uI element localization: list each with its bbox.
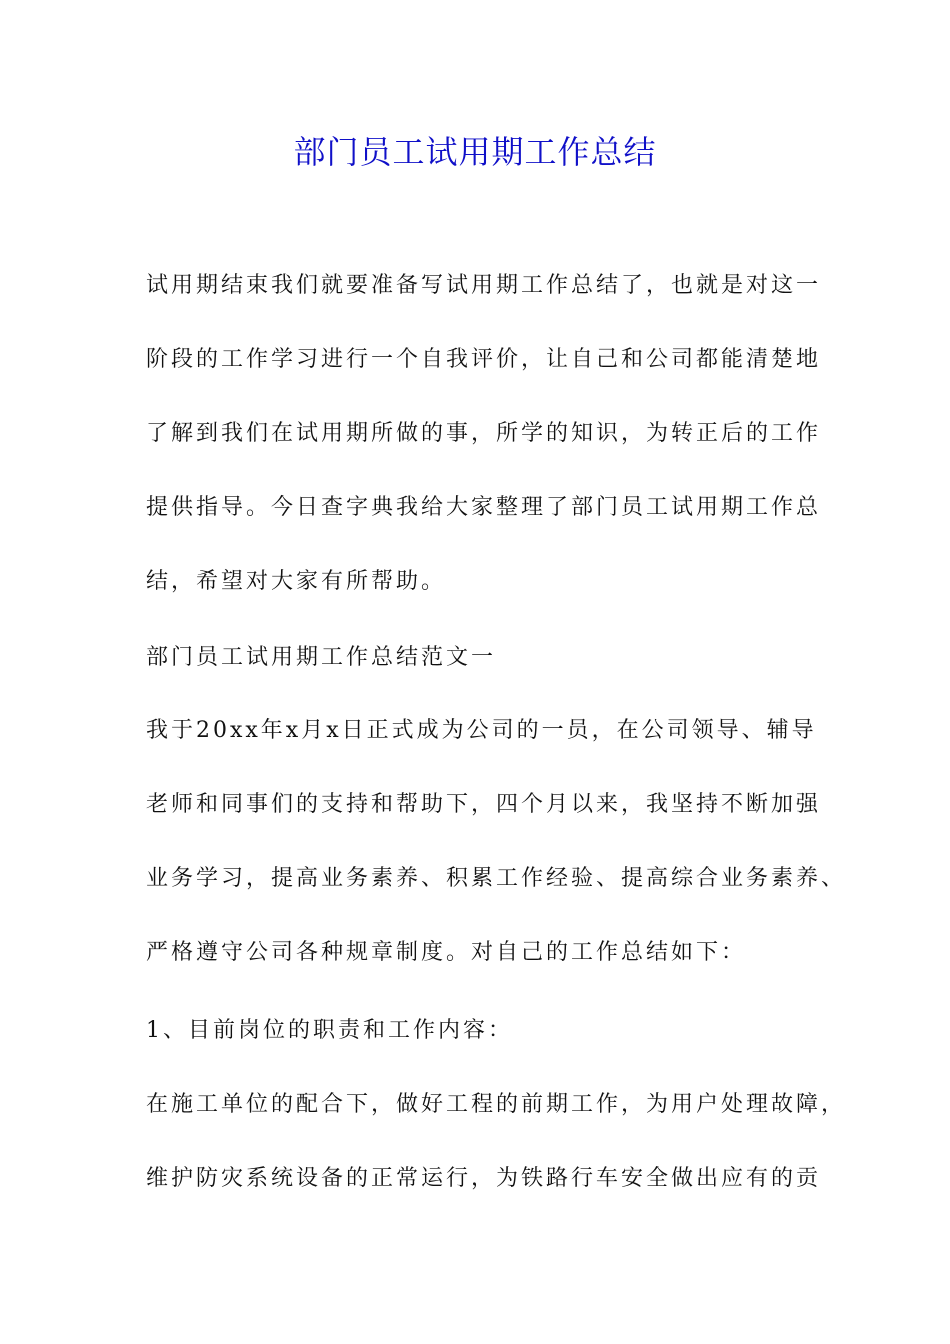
paragraph-line: 严格遵守公司各种规章制度。对自己的工作总结如下： xyxy=(146,940,747,965)
paragraph-line: 老师和同事们的支持和帮助下，四个月以来，我坚持不断加强 xyxy=(146,792,822,817)
paragraph-line: 在施工单位的配合下，做好工程的前期工作，为用户处理故障， xyxy=(146,1092,847,1117)
paragraph-line: 业务学习，提高业务素养、积累工作经验、提高综合业务素养、 xyxy=(146,866,847,891)
paragraph-line: 结，希望对大家有所帮助。 xyxy=(146,569,447,594)
paragraph-line: 了解到我们在试用期所做的事，所学的知识，为转正后的工作 xyxy=(146,421,822,446)
paragraph-line: 阶段的工作学习进行一个自我评价，让自己和公司都能清楚地 xyxy=(146,347,822,372)
paragraph-line: 我于20xx年x月x日正式成为公司的一员，在公司领导、辅导 xyxy=(146,718,817,743)
document-title: 部门员工试用期工作总结 xyxy=(293,133,657,171)
paragraph-line: 维护防灾系统设备的正常运行，为铁路行车安全做出应有的贡 xyxy=(146,1166,822,1191)
paragraph-line: 提供指导。今日查字典我给大家整理了部门员工试用期工作总 xyxy=(146,495,822,520)
list-item-heading: 1、目前岗位的职责和工作内容： xyxy=(146,1018,513,1043)
section-heading: 部门员工试用期工作总结范文一 xyxy=(146,645,497,670)
paragraph-line: 试用期结束我们就要准备写试用期工作总结了，也就是对这一 xyxy=(146,273,822,298)
